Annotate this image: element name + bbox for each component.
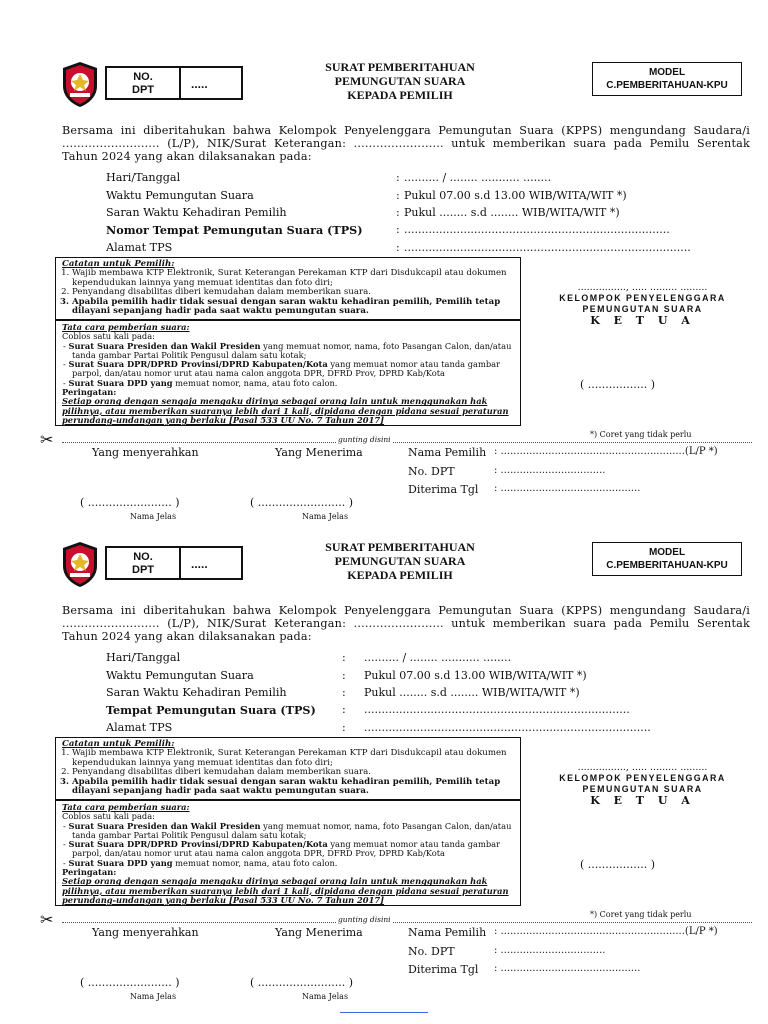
form-title (290, 540, 510, 582)
field-value[interactable]: ............................................................................ (404, 223, 670, 236)
nama-pemilih-field[interactable]: : ..........................................................(L/P *) (494, 926, 718, 937)
field-separator: : (342, 686, 346, 699)
coret-note: *) Coret yang tidak perlu (590, 910, 692, 919)
scissors-icon: ✂ (40, 910, 54, 929)
catatan-box (55, 737, 521, 800)
catatan-title: Catatan untuk Pemilih: (62, 739, 175, 749)
field-label: Alamat TPS (106, 241, 173, 254)
no-dpt-receipt-field[interactable]: : ................................. (494, 465, 606, 476)
gunting-label: gunting disini (338, 915, 391, 924)
field-value[interactable]: .......... / ........ ........... ........ (404, 171, 552, 184)
notification-form (0, 532, 768, 1012)
item-bold: Surat Suara DPD yang (68, 377, 173, 388)
diterima-field[interactable]: : ............................................ (494, 963, 641, 974)
field-separator: : (396, 171, 400, 184)
sign-right-field[interactable]: ( ......................... ) (250, 496, 353, 509)
scissors-icon: ✂ (40, 430, 54, 449)
diterima-field[interactable]: : ............................................ (494, 483, 641, 494)
item-text: yang memuat nomor atau tanda gambar parpol, dan/atau nomor urut atau nama calon anggota DPR, DFRD Prov, DPRD Kab/Kota (72, 359, 501, 379)
no-dpt-receipt-field[interactable]: : ................................. (494, 945, 606, 956)
nama-jelas-left: Nama Jelas (130, 512, 177, 521)
field-separator: : (342, 703, 346, 716)
title-line: KEPADA PEMILIH (347, 88, 453, 102)
list-item: 3. Apabila pemilih hadir tidak sesuai dengan saran waktu kehadiran pemilih, Pemilih tetap dilayani sepanjang hadir pada saat waktu pemungutan suara. (72, 298, 514, 317)
item-bold: Surat Suara DPR/DPRD Provinsi/DPRD Kabupaten/Kota (68, 839, 328, 850)
form-title (290, 60, 510, 102)
field-label: Nomor Tempat Pemungutan Suara (TPS) (106, 223, 363, 237)
title-line: PEMUNGUTAN SUARA (334, 74, 466, 88)
list-item: 2. Penyandang disabilitas diberi kemudahan dalam memberikan suara. (72, 768, 514, 777)
tata-cara-box (55, 320, 521, 426)
no-dpt-value[interactable]: ..... (191, 77, 208, 91)
ketua-org: KELOMPOK PENYELENGGARA (559, 773, 726, 783)
field-label: Alamat TPS (106, 721, 173, 734)
catatan-list (62, 269, 514, 316)
list-item: 1. Wajib membawa KTP Elektronik, Surat Keterangan Perekaman KTP dari Disdukcapil atau dokumen kependudukan lainnya yang memuat identitas dan foto diri; (72, 269, 514, 288)
list-item: 3. Apabila pemilih hadir tidak sesuai dengan saran waktu kehadiran pemilih, Pemilih tetap dilayani sepanjang hadir pada saat waktu pemungutan suara. (72, 778, 514, 797)
list-item (68, 857, 514, 868)
kpu-logo-icon (60, 60, 100, 108)
model-label: MODEL (648, 547, 686, 558)
list-item: 2. Penyandang disabilitas diberi kemudahan dalam memberikan suara. (72, 288, 514, 297)
model-code: C.PEMBERITAHUAN-KPU (606, 80, 728, 91)
field-label: Tempat Pemungutan Suara (TPS) (106, 703, 316, 717)
model-box (592, 542, 742, 576)
dotted-divider (62, 442, 752, 443)
catatan-list (62, 749, 514, 796)
item-bold: Surat Suara Presiden dan Wakil Presiden (68, 340, 261, 351)
nama-jelas-left: Nama Jelas (130, 992, 177, 1001)
tata-title: Tata cara pemberian suara: (62, 322, 190, 332)
intro-paragraph: Bersama ini diberitahukan bahwa Kelompok Penyelenggara Pemungutan Suara (KPPS) mengundang Saudara/i .......................... (L/P), NIK/Surat Keterangan: ........................ untuk memberikan suara pada Pemilu Serentak Tahun 2024 yang akan dilaksanakan pada: (62, 124, 750, 163)
diterima-label: Diterima Tgl (408, 963, 479, 976)
model-code: C.PEMBERITAHUAN-KPU (606, 560, 728, 571)
peringatan-title: Peringatan: (62, 867, 117, 878)
yang-menyerahkan-label: Yang menyerahkan (92, 926, 199, 939)
no-dpt-box (105, 546, 243, 580)
no-dpt-receipt-label: No. DPT (408, 465, 455, 478)
field-separator: : (342, 669, 346, 682)
intro-paragraph: Bersama ini diberitahukan bahwa Kelompok Penyelenggara Pemungutan Suara (KPPS) mengundang Saudara/i .......................... (L/P), NIK/Surat Keterangan: ........................ untuk memberikan suara pada Pemilu Serentak Tahun 2024 yang akan dilaksanakan pada: (62, 604, 750, 643)
notification-form (0, 52, 768, 532)
field-value[interactable]: Pukul ........ s.d ........ WIB/WITA/WIT *) (364, 686, 580, 699)
field-separator: : (396, 189, 400, 202)
field-value[interactable]: Pukul 07.00 s.d 13.00 WIB/WITA/WIT *) (364, 669, 587, 682)
nama-pemilih-label: Nama Pemilih (408, 926, 487, 939)
nama-jelas-right: Nama Jelas (302, 512, 349, 521)
field-value[interactable]: Pukul ........ s.d ........ WIB/WITA/WIT *) (404, 206, 620, 219)
list-item (68, 340, 514, 361)
tata-list (62, 822, 514, 868)
diterima-label: Diterima Tgl (408, 483, 479, 496)
ketua-org: KELOMPOK PENYELENGGARA (559, 293, 726, 303)
dotted-divider (62, 922, 752, 923)
catatan-title: Catatan untuk Pemilih: (62, 259, 175, 269)
title-line: SURAT PEMBERITAHUAN (325, 60, 475, 74)
page-link-underline[interactable] (340, 1012, 428, 1013)
field-separator: : (342, 651, 346, 664)
ketua-place-date[interactable]: ................, ..... ......... ......... (577, 762, 708, 773)
model-label: MODEL (648, 67, 686, 78)
title-line: SURAT PEMBERITAHUAN (325, 540, 475, 554)
field-value[interactable]: ............................................................................ (364, 703, 630, 716)
field-separator: : (396, 241, 400, 254)
sign-right-field[interactable]: ( ......................... ) (250, 976, 353, 989)
sign-left-field[interactable]: ( ........................ ) (80, 976, 180, 989)
no-dpt-label: NO. DPT (107, 68, 181, 98)
field-label: Saran Waktu Kehadiran Pemilih (106, 686, 287, 699)
field-separator: : (396, 223, 400, 236)
ketua-name-field[interactable]: ( ................. ) (580, 378, 656, 391)
field-label: Hari/Tanggal (106, 171, 181, 184)
list-item (68, 359, 514, 379)
no-dpt-receipt-label: No. DPT (408, 945, 455, 958)
ketua-org: PEMUNGUTAN SUARA (582, 304, 703, 314)
ketua-name-field[interactable]: ( ................. ) (580, 858, 656, 871)
nama-pemilih-field[interactable]: : ..........................................................(L/P *) (494, 446, 718, 457)
item-text: yang memuat nomor, nama, foto Pasangan Calon, dan/atau tanda gambar Partai Politik Pengusul dalam satu kotak; (72, 340, 512, 360)
title-line: KEPADA PEMILIH (347, 568, 453, 582)
yang-menyerahkan-label: Yang menyerahkan (92, 446, 199, 459)
model-box (592, 62, 742, 96)
yang-menerima-label: Yang Menerima (275, 926, 363, 939)
list-item (68, 839, 514, 859)
item-bold: Surat Suara Presiden dan Wakil Presiden (68, 820, 261, 831)
tata-cara-box (55, 800, 521, 906)
yang-menerima-label: Yang Menerima (275, 446, 363, 459)
coret-note: *) Coret yang tidak perlu (590, 430, 692, 439)
list-item (68, 820, 514, 841)
item-text: memuat nomor, nama, atau foto calon. (172, 857, 338, 868)
ketua-title: K E T U A (590, 794, 695, 807)
gunting-label: gunting disini (338, 435, 391, 444)
field-value[interactable]: .................................................................................. (364, 721, 651, 734)
field-label: Waktu Pemungutan Suara (106, 189, 254, 202)
list-item: 1. Wajib membawa KTP Elektronik, Surat Keterangan Perekaman KTP dari Disdukcapil atau dokumen kependudukan lainnya yang memuat identitas dan foto diri; (72, 749, 514, 768)
field-label: Hari/Tanggal (106, 651, 181, 664)
field-value[interactable]: .................................................................................. (404, 241, 691, 254)
field-value[interactable]: Pukul 07.00 s.d 13.00 WIB/WITA/WIT *) (404, 189, 627, 202)
item-bold: Surat Suara DPD yang (68, 857, 173, 868)
item-text: yang memuat nomor atau tanda gambar parpol, dan/atau nomor urut atau nama calon anggota DPR, DFRD Prov, DPRD Kab/Kota (72, 839, 501, 859)
tata-intro: Coblos satu kali pada: (62, 811, 155, 822)
tata-list (62, 342, 514, 388)
no-dpt-label: NO. DPT (107, 548, 181, 578)
ketua-org: PEMUNGUTAN SUARA (582, 784, 703, 794)
ketua-place-date[interactable]: ................, ..... ......... ......... (577, 282, 708, 293)
tata-title: Tata cara pemberian suara: (62, 802, 190, 812)
peringatan-text: Setiap orang dengan sengaja mengaku dirinya sebagai orang lain untuk menggunakan hak pilihnya, atau memberikan suaranya lebih dari 1 kali, dipidana dengan pidana sesuai peraturan perundang-undangan yang berlaku [Pasal 533 UU No. 7 Tahun 2017] (62, 396, 509, 425)
kpu-logo-icon (60, 540, 100, 588)
field-separator: : (396, 206, 400, 219)
item-bold: Surat Suara DPR/DPRD Provinsi/DPRD Kabupaten/Kota (68, 359, 328, 370)
item-text: yang memuat nomor, nama, foto Pasangan Calon, dan/atau tanda gambar Partai Politik Pengusul dalam satu kotak; (72, 820, 512, 840)
peringatan-text: Setiap orang dengan sengaja mengaku dirinya sebagai orang lain untuk menggunakan hak pilihnya, atau memberikan suaranya lebih dari 1 kali, dipidana dengan pidana sesuai peraturan perundang-undangan yang berlaku [Pasal 533 UU No. 7 Tahun 2017] (62, 876, 509, 905)
ketua-signature (530, 762, 755, 806)
catatan-box (55, 257, 521, 320)
item-text: memuat nomor, nama, atau foto calon. (172, 377, 338, 388)
ketua-title: K E T U A (590, 314, 695, 327)
field-value[interactable]: .......... / ........ ........... ........ (364, 651, 512, 664)
field-separator: : (342, 721, 346, 734)
title-line: PEMUNGUTAN SUARA (334, 554, 466, 568)
field-label: Saran Waktu Kehadiran Pemilih (106, 206, 287, 219)
nama-pemilih-label: Nama Pemilih (408, 446, 487, 459)
sign-left-field[interactable]: ( ........................ ) (80, 496, 180, 509)
peringatan-title: Peringatan: (62, 387, 117, 398)
no-dpt-box (105, 66, 243, 100)
tata-intro: Coblos satu kali pada: (62, 331, 155, 342)
nama-jelas-right: Nama Jelas (302, 992, 349, 1001)
list-item (68, 377, 514, 388)
no-dpt-value[interactable]: ..... (191, 557, 208, 571)
field-label: Waktu Pemungutan Suara (106, 669, 254, 682)
ketua-signature (530, 282, 755, 326)
